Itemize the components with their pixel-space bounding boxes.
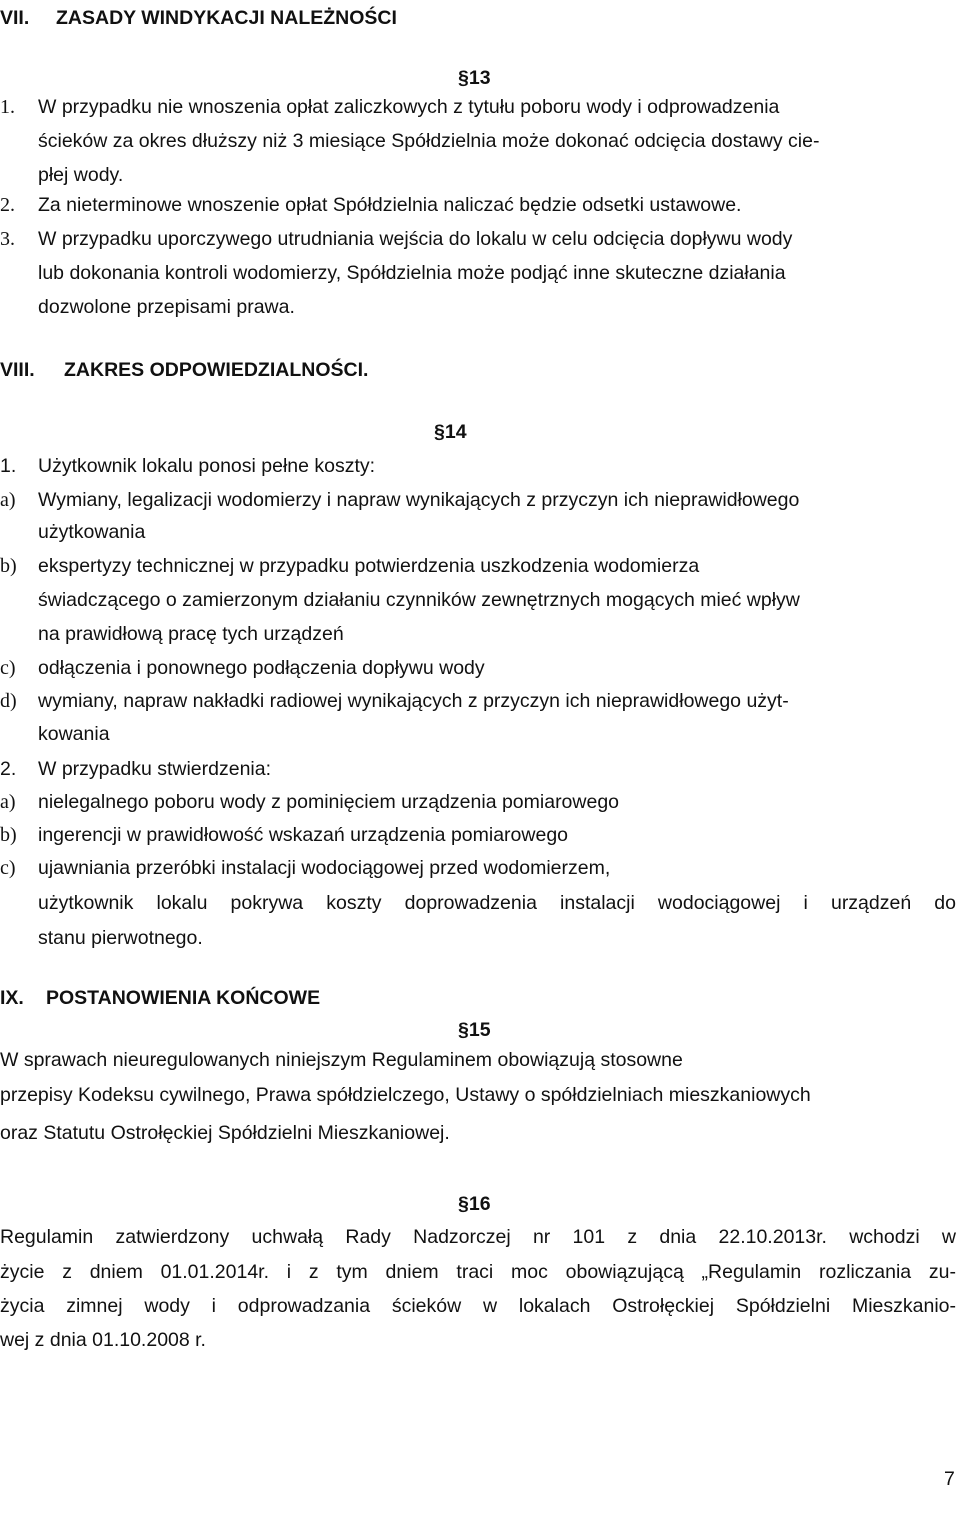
p13-item-line: W przypadku uporczywego utrudniania wejścia do lokalu w celu odcięcia dopływu wody (38, 228, 793, 250)
p14-conclusion-line: stanu pierwotnego. (38, 927, 203, 949)
section-viii-number: VIII. (0, 359, 35, 381)
subitem-letter: b) (0, 824, 17, 846)
p16-line: Regulamin zatwierdzony uchwałą Rady Nadzorczej nr 101 z dnia 22.10.2013r. wchodzi w (0, 1226, 956, 1248)
p13-item-line: lub dokonania kontroli wodomierzy, Spółdzielnia może podjąć inne skuteczne działania (38, 262, 786, 284)
subitem-line: Wymiany, legalizacji wodomierzy i napraw wynikających z przyczyn ich nieprawidłowego (38, 489, 800, 511)
paragraph-13-heading: §13 (458, 67, 491, 89)
paragraph-16-heading: §16 (458, 1193, 491, 1215)
subitem-letter: b) (0, 555, 17, 577)
subitem-line: użytkowania (38, 521, 146, 543)
section-vii-title: ZASADY WINDYKACJI NALEŻNOŚCI (56, 7, 397, 29)
p13-item-number: 3. (0, 228, 15, 250)
p13-item-line: Za nieterminowe wnoszenie opłat Spółdzielnia naliczać będzie odsetki ustawowe. (38, 194, 742, 216)
page-number: 7 (944, 1468, 955, 1490)
p16-line: życia zimnej wody i odprowadzania ścieków w lokalach Ostrołęckiej Spółdzielni Mieszkanio- (0, 1295, 956, 1317)
p13-item-number: 1. (0, 96, 15, 118)
section-ix-title: POSTANOWIENIA KOŃCOWE (46, 987, 321, 1009)
section-viii-title: ZAKRES ODPOWIEDZIALNOŚCI. (64, 359, 369, 381)
subitem-line: wymiany, napraw nakładki radiowej wynikających z przyczyn ich nieprawidłowego użyt- (38, 690, 789, 712)
subitem-letter: c) (0, 857, 16, 879)
subitem-letter: c) (0, 657, 16, 679)
p16-line: wej z dnia 01.10.2008 r. (0, 1329, 206, 1351)
p13-item-line: ścieków za okres dłuższy niż 3 miesiące Spółdzielnia może dokonać odcięcia dostawy cie- (38, 130, 820, 152)
subitem-line: ujawniania przeróbki instalacji wodociągowej przed wodomierzem, (38, 857, 611, 879)
p13-item-line: płej wody. (38, 164, 124, 186)
p15-line: W sprawach nieuregulowanych niniejszym Regulaminem obowiązują stosowne (0, 1049, 683, 1071)
p14-item-number: 1. (0, 455, 17, 477)
subitem-line: nielegalnego poboru wody z pominięciem urządzenia pomiarowego (38, 791, 620, 813)
paragraph-15-heading: §15 (458, 1019, 491, 1041)
subitem-line: ingerencji w prawidłowość wskazań urządzenia pomiarowego (38, 824, 569, 846)
subitem-line: kowania (38, 723, 110, 745)
subitem-letter: a) (0, 791, 16, 813)
paragraph-14-heading: §14 (434, 421, 467, 443)
p16-line: życie z dniem 01.01.2014r. i z tym dniem traci moc obowiązującą „Regulamin rozliczania zu- (0, 1261, 956, 1283)
p13-item-number: 2. (0, 194, 15, 216)
p13-item-line: dozwolone przepisami prawa. (38, 296, 295, 318)
subitem-letter: a) (0, 489, 16, 511)
subitem-line: na prawidłową pracę tych urządzeń (38, 623, 344, 645)
subitem-line: świadczącego o zamierzonym działaniu czynników zewnętrznych mogących mieć wpływ (38, 589, 800, 611)
p15-line: przepisy Kodeksu cywilnego, Prawa spółdzielczego, Ustawy o spółdzielniach mieszkaniowych (0, 1084, 811, 1106)
p14-item-text: Użytkownik lokalu ponosi pełne koszty: (38, 455, 376, 477)
section-ix-number: IX. (0, 987, 24, 1009)
section-vii-number: VII. (0, 7, 30, 29)
subitem-line: ekspertyzy technicznej w przypadku potwierdzenia uszkodzenia wodomierza (38, 555, 700, 577)
subitem-line: odłączenia i ponownego podłączenia dopływu wody (38, 657, 485, 679)
p14-item-number: 2. (0, 758, 17, 780)
subitem-letter: d) (0, 690, 17, 712)
p14-item-text: W przypadku stwierdzenia: (38, 758, 272, 780)
p13-item-line: W przypadku nie wnoszenia opłat zaliczkowych z tytułu poboru wody i odprowadzenia (38, 96, 780, 118)
p14-conclusion-line: użytkownik lokalu pokrywa koszty doprowadzenia instalacji wodociągowej i urządzeń do (38, 892, 956, 914)
p15-line: oraz Statutu Ostrołęckiej Spółdzielni Mieszkaniowej. (0, 1122, 450, 1144)
